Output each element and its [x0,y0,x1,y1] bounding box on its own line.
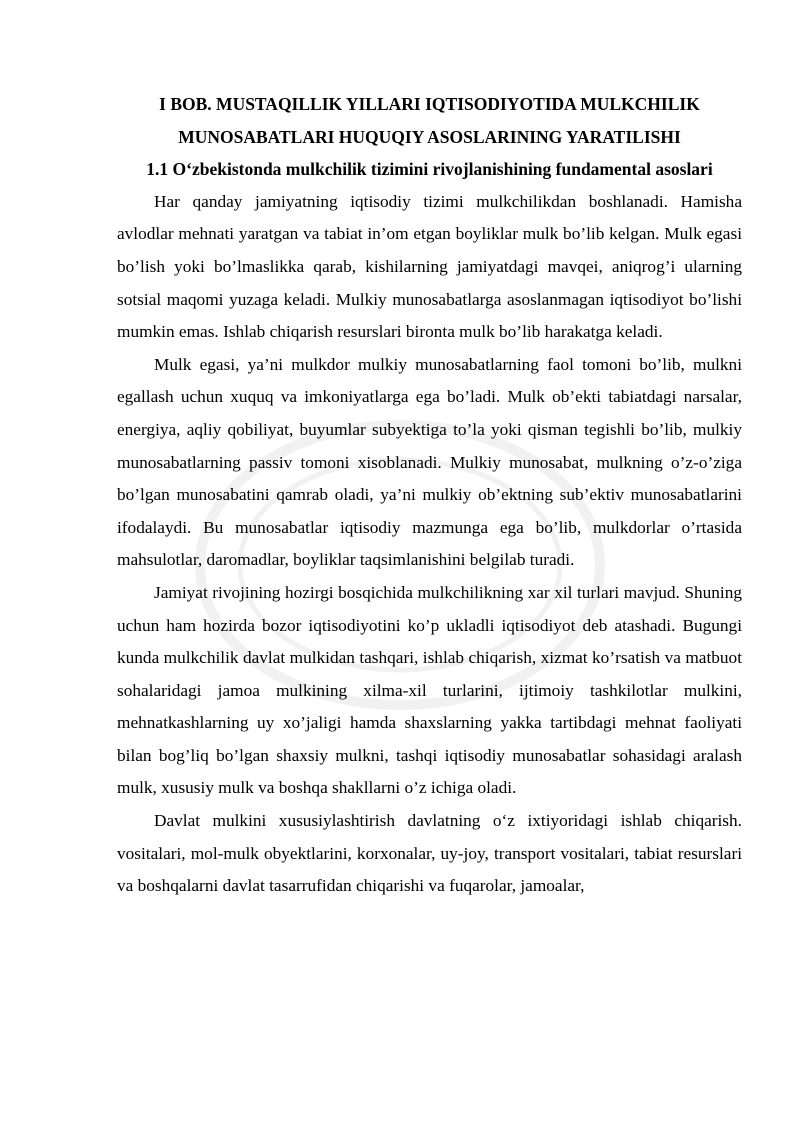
paragraph-3: Jamiyat rivojining hozirgi bosqichida mulkchilikning xar xil turlari mavjud. Shuning uchun ham hozirda bozor iqtisodiyotini ko’p ukladli iqtisodiyot deb atashadi. Bugungi kunda mulkchilik davlat mulkidan tashqari, ishlab chiqarish, xizmat ko’rsatish va matbuot sohalaridagi jamoa mulkining xilma-xil turlarini, ijtimoiy tashkilotlar mulkini, mehnatkashlarning uy xo’jaligi hamda shaxslarning yakka tartibdagi mehnat faoliyati bilan bog’liq bo’lgan shaxsiy mulkni, tashqi iqtisodiy munosabatlar sohasidagi aralash mulk, xususiy mulk va boshqa shakllarni o’z ichiga oladi. [117,582,742,798]
paragraph-2: Mulk egasi, ya’ni mulkdor mulkiy munosabatlarning faol tomoni bo’lib, mulkni egallash uchun xuquq va imkoniyatlarga ega bo’ladi. Mulk ob’ekti tabiatdagi narsalar, energiya, aqliy qobiliyat, buyumlar subyektiga to’la yoki qisman tegishli bo’lib, mulkiy munosabatlarning passiv tomoni xisoblanadi. Mulkiy munosabat, mulkning o’z-o’ziga bo’lgan munosabatini qamrab oladi, ya’ni mulkiy ob’ektning sub’ektiv munosabatlarini ifodalaydi. Bu munosabatlar iqtisodiy mazmunga ega bo’lib, mulkdorlar o’rtasida mahsulotlar, daromadlar, boyliklar taqsimlanishini belgilab turadi. [117,354,742,570]
document-body [117,88,742,903]
chapter-title-line-2: MUNOSABATLARI HUQUQIY ASOSLARINING YARATILISHI [178,126,681,147]
paragraph-4: Davlat mulkini xususiylashtirish davlatning o‘z ixtiyoridagi ishlab chiqarish. vositalari, mol-mulk obyektlarini, korxonalar, uy-joy, transport vositalari, tabiat resurslari va boshqalarni davlat tasarrufidan chiqarishi va fuqarolar, jamoalar, [117,811,742,896]
section-title: 1.1 O‘zbekistonda mulkchilik tizimini rivojlanishining fundamental asoslari [146,159,713,180]
chapter-title-line-1: I BOB. MUSTAQILLIK YILLARI IQTISODIYOTIDA MULKCHILIK [159,94,700,114]
paragraph-1: Har qanday jamiyatning iqtisodiy tizimi mulkchilikdan boshlanadi. Hamisha avlodlar mehnati yaratgan va tabiat in’om etgan boyliklar mulk bo’lib kelgan. Mulk egasi bo’lish yoki bo’lmaslikka qarab, kishilarning jamiyatdagi mavqei, aniqrog’i ularning sotsial maqomi yuzaga keladi. Mulkiy munosabatlarga asoslanmagan iqtisodiyot bo’lishi mumkin emas. Ishlab chiqarish resurslari bironta mulk bo’lib harakatga keladi. [117,191,742,342]
